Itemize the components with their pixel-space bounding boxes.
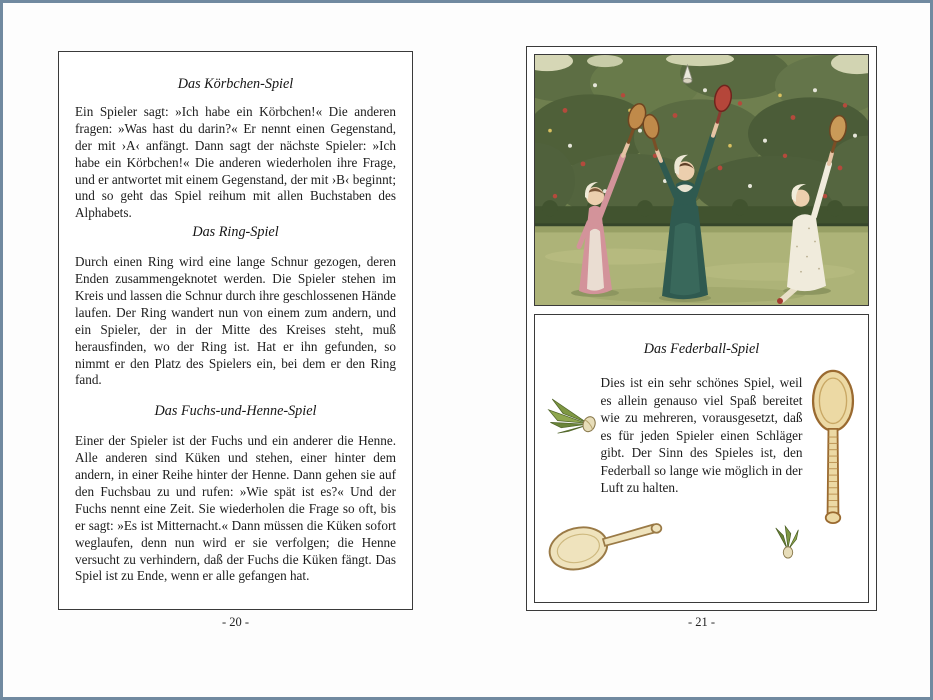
small-shuttlecock-icon (772, 524, 804, 562)
page-left (58, 51, 413, 610)
battledore-racket-icon (804, 361, 862, 533)
federball-section (534, 314, 869, 603)
section-title: Das Federball-Spiel (643, 341, 760, 357)
section-title: Das Körbchen-Spiel (177, 76, 294, 92)
battledore-racket-icon (540, 506, 666, 576)
section-text: Dies ist ein sehr schönes Spiel, weil es allein genauso viel Spaß bereitet wie zu mehreren, vorausgesetzt, daß es für jeden Spieler einen Schläger gibt. Der Sinn des Spieles ist, den Federball so lange wie möglich in der Luft zu halten. (600, 375, 803, 496)
shuttlecock-icon (545, 389, 599, 445)
garden-battledore-scene-illustration (535, 55, 868, 305)
section-text: Ein Spieler sagt: »Ich habe ein Körbchen!« Die anderen fragen: »Was hast du darin?« Er nennt einen Gegenstand, der mit ›A‹ anfängt. Dann sagt der nächste Spieler: »Ich habe ein Körbchen!« Die anderen wiederholen ihre Frage, und er antwortet mit einem Gegenstand, der mit ›B‹ beginnt; und so geht das Spiel reihum mit allen Buchstaben des Alphabets. (75, 104, 396, 221)
page-number-left: - 20 - (221, 615, 250, 629)
section-title: Das Fuchs-und-Henne-Spiel (154, 403, 317, 420)
page-number-right: - 21 - (687, 615, 716, 629)
game-section-ring (75, 224, 396, 389)
section-text: Einer der Spieler ist der Fuchs und ein anderer die Henne. Alle anderen sind Küken und stehen, einer hinter dem andern, in einer Reihe hinter der Henne. Dann gehen sie auf den Fuchsbau zu und rufen: »Wie spät ist es?« Und der Fuchs nennt eine Zeit. Sie wiederholen die Frage so oft, bis er sagt: »Es ist Mitternacht.« Dann müssen die Küken sofort weglaufen, denn nun wird er sie verfolgen; die Henne versucht zu verhindern, daß der Fuchs die Küken fängt. Das Spiel ist zu Ende, wenn er alle gefangen hat. (75, 433, 396, 584)
section-text: Durch einen Ring wird eine lange Schnur gezogen, deren Enden zusammengeknotet werden. Die Spieler stehen im Kreis und lassen die Schnur durch ihre geschlossenen Hände laufen. Der Ring wandert nun von einem zum andern, und ein Spieler, der in der Mitte des Kreises steht, muß herausfinden, wo der Ring ist. Hat er ihn gefunden, so nimmt er den Platz des Spielers ein, bei dem er den Ring fand. (75, 254, 396, 388)
section-title: Das Ring-Spiel (192, 224, 279, 241)
page-right (526, 46, 877, 611)
game-section-koerbchen (75, 76, 396, 222)
game-section-fuchs-henne (75, 403, 396, 585)
illustration-frame (534, 54, 869, 306)
